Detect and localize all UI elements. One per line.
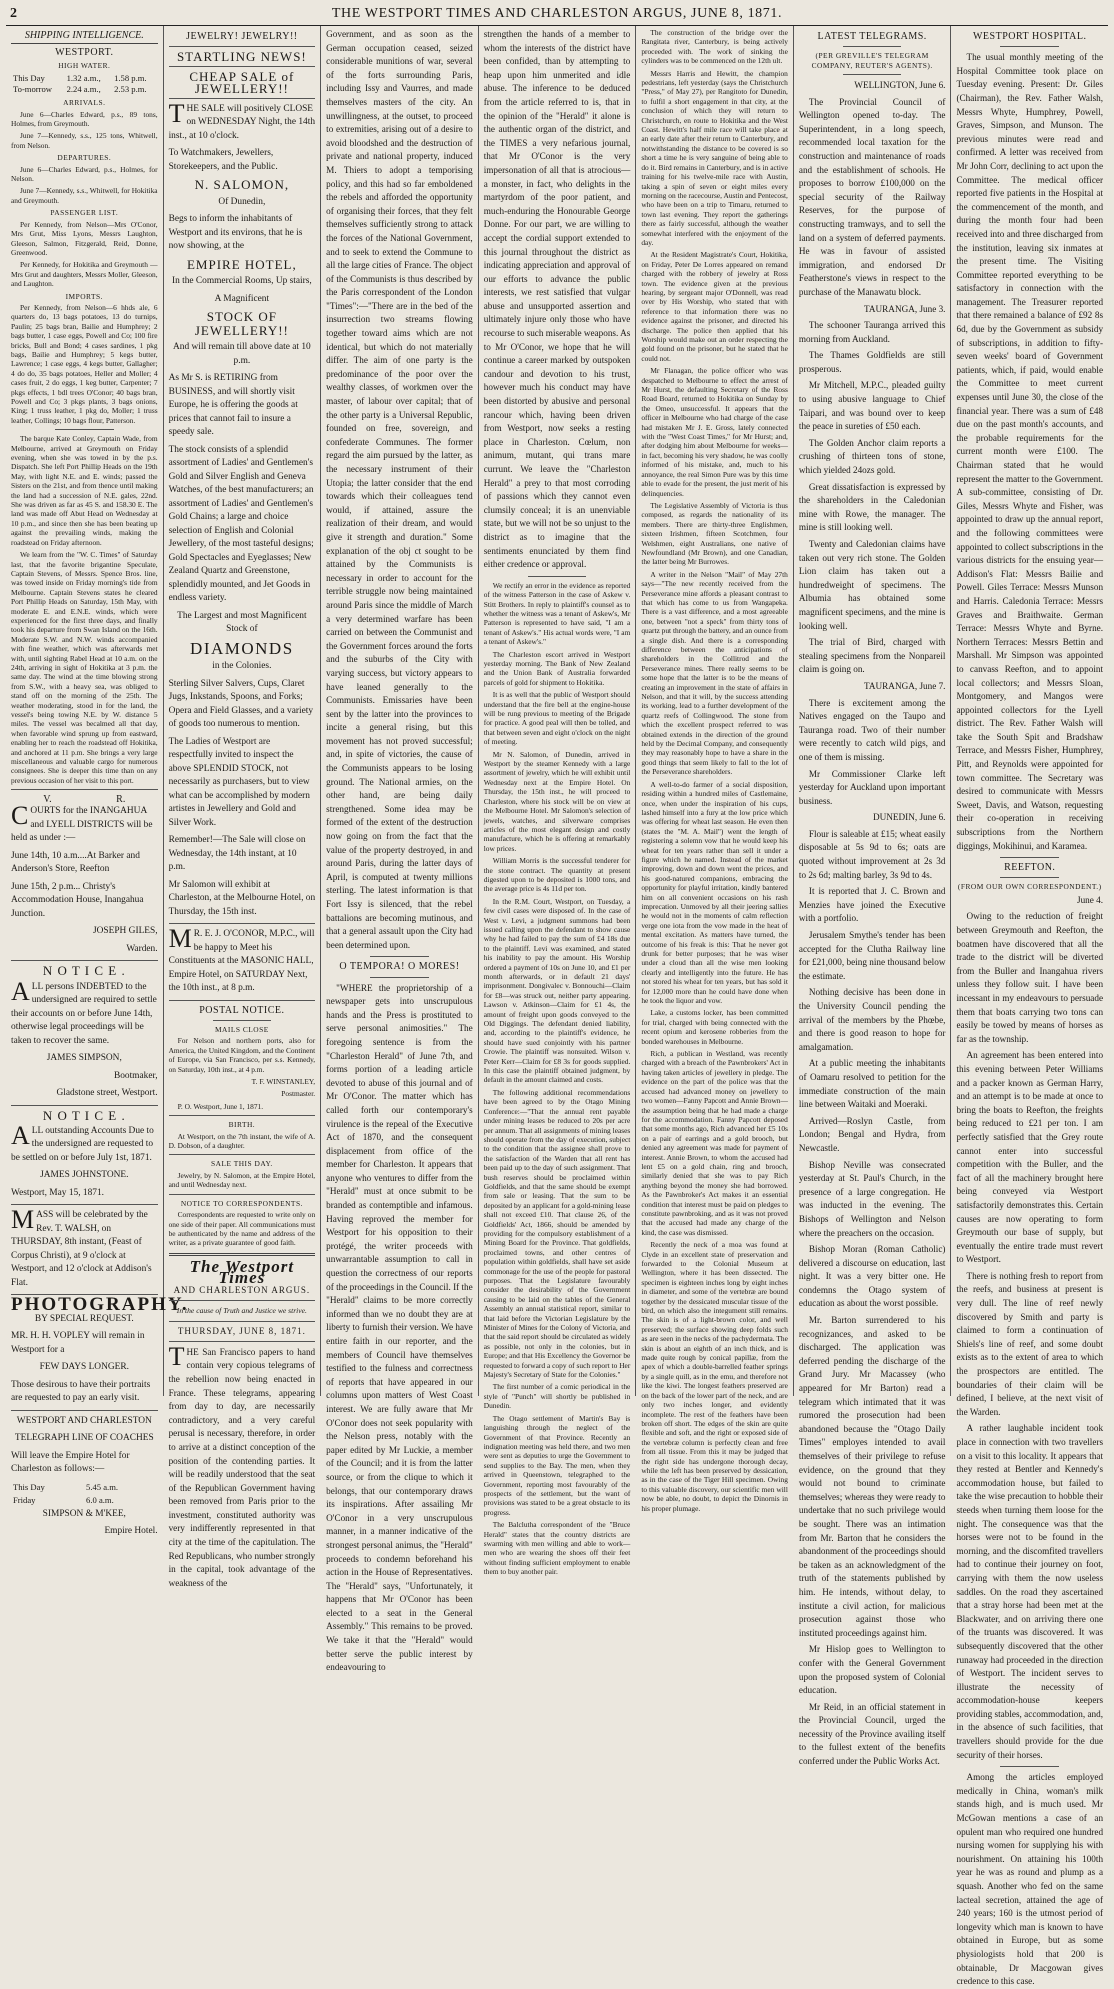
list-item: June 6—Charles Edward, p.s., Holmes, for Nelson. — [11, 164, 158, 184]
news-item: The following additional recommendations have been agreed to by the Otago Mining Conference:—"That the annual rent payable under mining leases be reduced to 20s per acre per annum. That all assignments of mining leases should operate from the day of execution, subject to the condition that the assignee shall prove to the satisfaction of the Warden that all rent has been paid up to the day of such assignment. That bush reserves should be proclaimed within Goldfields, and that the same should be exempt from sale or leasing. That the sum to be deposited by an applicant for a gold-mining lease shall not exceed £10. That clause 26, of the Goldfields' Act, 1866, should be amended by providing for the compulsory establishment of a Mining Board for the Province. That goldfields, proclaimed towns, and other centres of population within goldfields, shall have set aside commonage for the use of the people for pastoral purposes. That the Legislature favourably consider the desirability of the Government causing to be laid on the tables of the General Assembly an annual statistical report, similar to that laid before the Victorian Legislature by the Minister of Mines for the Colony of Victoria, and that the said report should be circulated as widely as possible, not only in the colonies, but in Europe; and that His Excellency the Governor be requested to forward a copy of such report to Her Majesty's Secretary of State for the Colonies." — [483, 1087, 631, 1380]
news-item: A writer in the Nelson "Mail" of May 27th says—"The new recently received from the Perseverance mine affords a pleasant contrast to that which has come to us from Wangapeka. There is a vast difference, and a most agreeable one, between "not a speck" from thirty tons of quartz put through the battery, and an ounce from a single dish. And there is a corresponding difference between the anticipations of shareholders in the Collitrod and the Perseverance mines. There really seems to be some hope that the latter is to be the means of creating an improvement in the state of affairs in Nelson, and that it will, by the success attending its working, lead to a further development of the quartz reefs of Collingwood. The stone from which the excellent prospect referred to was obtained extends in the direction of the ground held by the Decimal Company, and consequently they may reasonably hope to have a share in the good things that seem likely to fall to the lot of the Perseverance shareholders. — [641, 569, 788, 777]
column-2: JEWELRY! JEWELRY!! STARTLING NEWS! CHEAP SALE of JEWELLERY!! THE SALE will positively CLOSE on WEDNESDAY Night, the 14th inst., at 10 o'clock. To Watchmakers, Jewellers, Storekeepers, and the Public. N. SALOMON, Of Dunedin, Begs to inform the inhabitants of Westport and its environs, that he is now showing, at the EMPIRE HOTEL, In the Commercial Rooms, Up stairs, A Magnificent STOCK OF JEWELLERY!! And will remain till above date at 10 p.m. As Mr S. is RETIRING from BUSINESS, and will shortly visit Europe, he is offering the goods at prices that cannot fail to insure a speedy sale. The stock consists of a splendid assortment of Ladies' and Gentlemen's Gold and Silver English and Geneva Watches, of the best manufacturers; an assortment of Ladies' and Gentlemen's Gold Chains; a large and choice selection of English and Colonial Jewellery, of the most tasteful designs; Gold Spectacles and Eyeglasses; New Zealand Quartz and Greenstone, splendidly mounted, and Jet Goods in endless variety. The Largest and most Magnificent Stock of DIAMONDS in the Colonies. Sterling Silver Salvers, Cups, Claret Jugs, Inkstands, Spoons, and Forks; Opera and Field Glasses, and a variety of goods too numerous to mention. The Ladies of Westport are respectfully invited to inspect the above SPLENDID STOCK, not necessarily as purchasers, but to view what can be accomplished by modern artistes in Jewellery and Gold and Silver Work. Remember!—The Sale will close on Wednesday, the 14th instant, at 10 p.m. Mr Salomon will exhibit at Charleston, at the Melbourne Hotel, on Thursday, the 15th inst. MR. E. J. O'CONOR, M.P.C., will be happy to Meet his Constituents at the MASONIC HALL, Empire Hotel, on SATURDAY Next, the 10th inst., at 8 p.m. POSTAL NOTICE. MAILS CLOSE For Nelson and northern ports, also for America, the United Kingdom, and the Continent of Europe, via San Francisco, per s.s. Kennedy, on Saturday, 10th inst., at 4 p.m. T. F. WINSTANLEY, Postmaster. P. O. Westport, June 1, 1871. BIRTH. At Westport, on the 7th instant, the wife of A. D. Dobson, of a daughter. SALE THIS DAY. Jewelry, by N. Salomon, at the Empire Hotel, and until Wednesday next. NOTICE TO CORRESPONDENTS. Correspondents are requested to write only on one side of their paper. All communications must be authenticated by the name and address of the writer, as a private guarantee of good faith. The Westport Times AND CHARLESTON ARGUS. In the cause of Truth and Justice we strive. THURSDAY, JUNE 8, 1871. THE San Francisco papers to hand contain very copious telegrams of the rebellion now being enacted in France. These telegrams, appearing from day to day, are necessarily contradictory, and a very careful perusal is necessary, therefore, in order to arrive at a distinct conception of the position of the contending parties. It will be readily understood that the seat of the Republican Government having been removed from Paris prior to the investment, constituted authority was very indifferently represented in that city at the time of the capitulation. The Red Republicans, who number strongly in the capital, took advantage of the weakness of the — [164, 26, 322, 1396]
masthead-title: THE WESTPORT TIMES AND CHARLESTON ARGUS, JUNE 8, 1871. — [331, 6, 783, 21]
news-item: It is as well that the public of Westport should understand that the fire bell at the engine-house will be rung previous to meeting of the Brigade for practice. A good peal will then be tolled, and that between seven and eight o'clock on the night of meeting. — [483, 690, 631, 747]
correspondents-notice: Correspondents are requested to write only on one side of their paper. All communications must be authenticated by the name and address of the writer, as a private guarantee of good faith. — [168, 1210, 316, 1248]
notice-heading: N O T I C E . — [42, 1107, 126, 1123]
sale-heading: SALE THIS DAY. — [211, 1159, 273, 1169]
telegrams-source: (PER GREVILLE'S TELEGRAM COMPANY, REUTER'S AGENTS). — [811, 51, 933, 70]
cheap-sale-heading: CHEAP SALE of JEWELLERY!! — [189, 69, 295, 96]
telegram-item: Jerusalem Smythe's tender has been accepted for the Clutha Railway line for £21,000, being nine thousand below the estimate. — [798, 930, 946, 981]
editorial: Government, and as soon as the German occupation ceased, seized considerable munitions of war, several of the forts surrounding Paris, including Issy and Vaurres, and made themselves masters of the city. An unwillingness, at the outset, to proceed to extremities, arising out of a desire to avoid bloodshed and the destruction of private and national property, induced M. Thiers to adopt a temporising policy, and this had so far emboldened the rebels and afforded the opportunity of organising their forces, that they felt themselves sufficiently strong to attack the forces of the National Government, and to seek to extend the Commune to all the large cities of France. The object of the Communists is thus described by the Paris correspondent of the London "Times":—"There are in the bed of the insurrection two streams flowing together toward aims which are not identical, but which do not materially differ. The aim of one party is the predominance of the poor over the wealthy classes, of workmen over the master, of labour over capital; that of the other party is a Universal Republic, founded on free, sovereign, and confederate Communes. The former regard the aim pursued by the latter, as the necessary instrument of their Utopia; the latter consider that the end towards which their colleagues tend would, if attained, assure the realization of their dream, and would give it strength and duration." Some explanation of the obj ct sought to be attained by the Communists is necessary in order to account for the terrible struggle now being maintained around Paris since the middle of March a very determined warfare has been carried on between the Communist and the Government forces around the forts and the suburbs of the City with varying success, but victory appears to have leaned generally to the Communists. Emissaries have been sent by the latter into the provinces to incite a general rising, but this movement has not proved successful; and, in spite of victories, the cause of the Communists appears to be losing ground. The National armies, on the other hand, are being daily strengthened. Some idea may be formed of the extent of the destruction now going on from the fact that the value of the property destroyed, in and around Paris, during the latter days of April, is computed at twenty millions sterling. The latest information is that Fort Issy is silenced, that the rebel battalions are becoming mutinous, and that a general assault upon the City had been determined upon. — [326, 29, 473, 950]
masthead — [6, 6, 1108, 26]
hospital-report: The usual monthly meeting of the Hospital Committee took place on Tuesday evening. Present: Dr. Giles (Chairman), the Rev. Father Walsh, Messrs Whyte, Humphrey, Powell, Graves, Simpson, and Munson. The previous minutes were read and confirmed. A letter was received from Mr John Corr, declining to act upon the Committee. The medical officer reported five patients in the Hospital at the commencement of the month, and during the month four had been received into and three discharged from the institution, leaving six inmates at the present time. The Visiting Committee reported everything to be satisfactory in connection with the management. The Treasurer reported that there remained a balance of £92 8s 6d, due by the Government as subsidy of subscriptions, in addition to fifty-seven weeks' board of Government patients, which, if paid, would enable the Committee to meet current expenses until June 30, the close of the financial year. There was a sum of £48 due on the past month's accounts, and the probable requirements for the current month were £100. The Chairman stated that he would represent the matter to the Government. A sub-committee, consisting of Dr. Giles, Messrs Whyte and Fisher, was appointed to draw up the annual report, and the following committees were appointed to collect subscriptions in the various districts for the ensuing year—Addison's Flat: Messrs Bailie and Powell. Giles Terrace: Messrs Munson and Harris. Caledonia Terrace: Messrs Graves and Braithwaite. German Terrace: Messrs Whyte and Byrne. Northern Terraces: Messrs Bettin and Marshall. Mr Simpson was appointed to canvass Reefton, and to appoint local collectors; and Messrs Sloan, Montgomery, and Mangos were appointed collectors for the Lyell district. The Rev. Father Walsh will take the South Spit and Bradshaw Terrace, and Messrs Fisher, Humphrey, Pitt, and Reynolds were appointed for town committee. The Secretary was desired to communicate with Messrs Sweet, Davis, and Watson, requesting their co-operation in receiving subscriptions from the Northern diggings, Mokihinui, and Karamea. — [956, 52, 1104, 851]
postal-heading: POSTAL NOTICE. — [199, 1004, 285, 1016]
passenger-list: Per Kennedy, for Hokitika and Greymouth —Mrs Grut and daughters, Messrs Moller, Gleeson, and Laughton. — [11, 260, 158, 289]
postal-notice: For Nelson and northern ports, also for America, the United Kingdom, and the Continent of Europe, via San Francisco, per s.s. Kennedy, on Saturday, 10th inst., at 4 p.m. — [168, 1036, 316, 1074]
column-4 — [479, 26, 637, 1577]
telegram-item: Bishop Moran (Roman Catholic) delivered a discourse on education, last night. It was a very bitter one. He condemns the Otago system of education as about the worst possible. — [798, 1244, 946, 1309]
column-3 — [321, 26, 479, 1673]
column-7 — [951, 26, 1108, 1987]
shipping-heading: SHIPPING INTELLIGENCE. — [11, 30, 158, 44]
notice-advertisement: ALL outstanding Accounts Due to the undersigned are requested to be settled on or before July 1st, 1871. JAMES JOHNSTONE. Westport, May 15, 1871. — [11, 1120, 154, 1198]
telegram-item: Mr Reid, in an official statement in the Provincial Council, urged the necessity of the Province availing itself to the fullest extent of the benefits conferred under the Public Works Act. — [798, 1701, 946, 1767]
editorial: THE San Francisco papers to hand contain very copious telegrams of the rebellion now being enacted in France. These telegrams, appearing from day to day, are necessarily contradictory, and a very careful perusal is necessary, therefore, in order to arrive at a distinct conception of the position of the contending parties. It will be readily understood that the seat of the Republican Government having been removed from Paris prior to the investment, constituted authority was very indifferently represented in that city at the time of the capitulation. The Red Republicans, who number strongly in the capital, took advantage of the weakness of the — [168, 1341, 316, 1588]
news-item: In the R.M. Court, Westport, on Tuesday, a few civil cases were disposed of. In the case of West v. Levi, a judgment summons had been issued calling upon the defendant to show cause why he had failed to pay the sum of £4 18s due to the plaintiff. Levi was examined, and stated his inability to pay the amount. His Worship ordered a payment of 10s on June 10, and £1 per month afterwards, or in default 21 days' imprisonment. Dongivalec v. Bonnouchi—Claim for £8—was struck out, neither party appearing. Lawson v. Atkinson—Claim for £1 4s, the amount of freight upon goods conveyed to the Old Diggings. The defendant denied liability, and, according to the plaintiff's evidence, he should have sued conjointly with his partner Crowie. The plaintiff was nonsuited. Wilson v. Peter Kerr—Claim for £8 3s for goods supplied. In this case the plaintiff obtained judgment, by default in the amount claimed and costs. — [483, 896, 631, 1085]
telegram-item: The Provincial Council of Wellington opened to-day. The Superintendent, in a long speech, recommended local taxation for the construction and maintenance of roads and the establishment of schools. He proposes to borrow £100,000 on the special security of the Railway Reserves, for the purpose of constructing tramways, and to sell the land on a system of deferred payments. He was in favour of assisted immigration, and endorsed Dr Featherstone's views in respect to the purchase of the Manawatu block. — [798, 96, 946, 297]
telegram-item: The trial of Bird, charged with stealing specimens from the Nonpareil claim is going on. — [798, 637, 946, 675]
imports-list: Per Kennedy, from Nelson—6 hhds ale, 6 quarters do, 13 bags potatoes, 13 do turnips, Paulin; 25 bags bran, Bailie and Humphrey; 2 bags butter, 1 case eggs, Powell and Co; 100 fire bricks, Bull and Bond; 4 cases sardines, 1 pkg bags, Bailie and Humphrey; 5 kegs butter, Lawrence; 1 case eggs, 4 kegs butter, Gallagher; 4 do do, 35 bags potatoes, Heller and Moller; 4 cases fruit, 2 do eggs, 1 keg butter, Carpenter; 7 pkgs effects, 1 bdl trees O'Conor; 40 bags bran, Powell and Co; 3 pkgs plants, 3 bags onions, King; 1 truss leather, 1 pkg do, Moller; 1 truss leather, Collings; 10 bags flour, Patterson. — [11, 302, 158, 425]
arrivals-heading: ARRIVALS. — [63, 98, 106, 108]
news-item: The Charleston escort arrived in Westport yesterday morning. The Bank of New Zealand and the Union Bank of Australia forwarded parcels of gold for shipment to Hokitika. — [483, 649, 631, 687]
paper-date: THURSDAY, JUNE 8, 1871. — [177, 1325, 306, 1336]
telegram-item: Bishop Neville was consecrated yesterday at St. Paul's Church, in the presence of a large congregation. He was inducted in the evening. The Bishops of Wellington and Nelson where the preachers on the occasion. — [798, 1159, 946, 1238]
list-item: June 7—Kennedy, s.s., Whitwell, for Hokitika and Greymouth. — [11, 186, 158, 205]
high-water-heading: HIGH WATER. — [58, 61, 111, 71]
telegram-item: Mr Commissioner Clarke left yesterday for Auckland upon important business. — [798, 768, 946, 806]
telegram-item: There is excitement among the Natives engaged on the Taupo and Tauranga road. Two of their number were recently to catch wild pigs, and one of them is missing. — [798, 697, 946, 762]
telegram-item: Great dissatisfaction is expressed by the shareholders in the Caledonian mine with Rowe, the manager. The mine is still looking well. — [798, 481, 946, 533]
telegram-item: Mr. Barton surrendered to his recognizances, and asked to be discharged. The application was deferred pending the discharge of the Grand Jury. Mr Macassey (who appeared for Mr Barton) read a telegram which intimated that it was rumored the prosecution had been abandoned because the "Otago Daily Times" employes intended to avail themselves of their privilege to refuse evidence, on the ground that they would not bound to criminate themselves; whereas they were ready to undertake that no such privilege would be sought. There was an intimation from Mr. Barton that he considers the abandonment of the proceedings should be taken as an acknowledgment of the truth of the statements published by him. He intends, without delay, to institute a civil action, for malicious prosecution against those who instituted proceedings against him. — [798, 1315, 946, 1638]
news-item: Lake, a customs locker, has been committed for trial, charged with being connected with the recent opium and kerosene robberies from the bonded warehouses in Melbourne. — [641, 1008, 788, 1046]
hospital-heading: WESTPORT HOSPITAL. — [972, 31, 1087, 42]
photography-heading: PHOTOGRAPHY. — [11, 1294, 189, 1316]
tempora-heading: O TEMPORA! O MORES! — [339, 961, 460, 973]
columns — [6, 26, 1108, 1987]
reefton-heading: REEFTON. — [1004, 862, 1056, 874]
coach-timetable — [11, 1481, 158, 1508]
passenger-list: Per Kennedy, from Nelson—Mrs O'Conor, Mrs Grut, Miss Lyons, Messrs Laughton, Gleeson, Salmon, Fitzgerald, Reid, Donne, Greenwood. — [11, 219, 158, 257]
news-item: Among the articles employed medically in China, woman's milk stands high, and is much used. Mr McGowan mentions a case of an opulent man who required one hundred nursing women for supplying his with nourishment. On attaining his 100th year he was as round and plump as a squash. Another who fed on the same lacteal secretion, attained the age of 240 years; 160 is the utmost period of longevity which man is known to have obtained in Europe, but as some physiologists hold that 200 is obtainable, Dr Macgowan gives credence to this case. — [956, 1772, 1104, 1987]
table-row: Friday 6.0 a.m. — [13, 1495, 114, 1506]
telegram-item: Flour is saleable at £15; wheat easily disposable at 5s 9d to 6s; oats are quoted without improvement at 2s 3d to 2s 6d; malting barley, 3s 9d to 4s. — [798, 828, 946, 880]
paper-motto: In the cause of Truth and Justice we strive. — [176, 1306, 307, 1316]
telegrams — [799, 79, 946, 1769]
correspondent-label: (FROM OUR OWN CORRESPONDENT.) — [957, 882, 1102, 892]
news-item: A well-to-do farmer of a social disposition, residing within a hundred miles of Castlemaine, once, when under the inspiration of his cups, lashed himself into a fury at the low price which was offering for wheat last season. He even then (states the "M. A. Mail") went the length of registering a solemn vow that he would keep his wheat for ten years rather than sell it under a figure which he named. Instead of the market improving, down and down went the prices, and his good-natured companions, embracing the opportunity for playful irritation, kindly bantered him on all convenient occasions on his rash imprecation. Unmoved by all their jeering sallies he would not in the moments of calm reflection verge one iota from the vow made in the heat of mental excitation. As matters have turned, the outcome of his freak is this: That he never got drunk for better purposes; that he was wiser under a cloud than all the wise men looking clearly and intelligently into the future. He has not stored his wheat for ten years, but has sold it for 12,000 more than he could have done when he took the liquor and vow. — [641, 779, 788, 1006]
passenger-heading: PASSENGER LIST. — [50, 208, 119, 218]
mass-advertisement: MASS will be celebrated by the Rev. T. WALSH, on THURSDAY, 8th instant, (Feast of Corpus Christi), at 9 o'clock at Westport, and 12 o'clock at Addison's Flat. — [11, 1205, 152, 1288]
telegram-item: Mr Mitchell, M.P.C., pleaded guilty to using abusive language to Chief Taipari, and was bound over to keep the peace in sureties of £50 each. — [798, 380, 946, 432]
telegrams-heading: LATEST TELEGRAMS. — [817, 31, 927, 42]
sale-notice: Jewelry, by N. Salomon, at the Empire Hotel, and until Wednesday next. — [168, 1170, 316, 1190]
news-items — [641, 28, 788, 1513]
dateline: WELLINGTON, June 6. — [854, 80, 946, 91]
paper-subtitle: AND CHARLESTON ARGUS. — [173, 1285, 311, 1296]
column-6 — [794, 26, 952, 1767]
jewelry-heading: JEWELRY! JEWELRY!! — [186, 31, 298, 42]
news-item: Rich, a publican in Westland, was recently charged with a breach of the Pawnbrokers' Act in having taken articles of jewellery in pledge. The evidence on the part of the police was that the accused had advanced money on jewellery to two women—Fanny Papcott and Annie Brown—the assumption being that he had made a charge for the accommodation. Fanny Papcott deposed that some months ago, Rich advanced her £5 10s on a pair of earrings and a gold brooch, but denied any agreement was made for payment of interest. Annie Brown, to whom the accused had lent £5 on a gold chain, ring and brooch, similarly denied that she was to pay Rich anything beyond the money she had borrowed. As the Pawnbroker's Act makes it an essential condition that interest must be paid on pledges to constitute pawnbroking, and as it was not proved that the accused had made any charge of the kind, the case was dismissed. — [641, 1049, 788, 1237]
news-item: The construction of the bridge over the Rangitata river, Canterbury, is being actively proceeded with. The work of sinking the cylinders was to be commenced on the 12th ult. — [641, 28, 788, 66]
telegram-item: Mr Hislop goes to Wellington to confer with the General Government upon the proposed system of Colonial education. — [798, 1644, 946, 1696]
courts-advertisement: COURTS for the INANGAHUA and LYELL DISTRICTS will be held as under :— June 14th, 10 a.m....At Barker and Anderson's Store, Reefton June 15th, 2 p.m... Christy's Accommodation House, Inangahua Junction. JOSEPH GILES, Warden. — [11, 801, 158, 954]
news-item: The Balclutha correspondent of the "Bruce Herald" states that the country districts are swarming with men willing and able to work—men who are wearing the shoes off their feet without finding sufficient employment to enable them to buy another pair. — [483, 1520, 631, 1577]
telegram-item: It is reported that J. C. Brown and Menzies have joined the Executive with a portfolio. — [798, 886, 946, 924]
list-item: June 7—Kennedy, s.s., 125 tons, Whitwell, from Nelson. — [11, 131, 158, 150]
table-row: This Day 5.45 a.m. — [13, 1481, 119, 1492]
notice-advertisement: ALL persons INDEBTED to the undersigned are required to settle their accounts on or before June 14th, otherwise legal proceedings will be taken to recover the same. JAMES SIMPSON, Bootmaker, Gladstone street, Westport. — [11, 976, 158, 1099]
column-1 — [6, 26, 189, 1537]
imports-heading: IMPORTS. — [65, 291, 104, 301]
editorial: "WHERE the proprietorship of a newspaper gets into unscrupulous hands and the Press is prostituted to serve personal animosities." The foregoing sentence is from the "Charleston Herald" of June 7th, and forms portion of a leading article devoted to abuse of this journal and of Mr O'Conor. The matter which has called forth our contemporary's virulence is the repeal of the Executive Act of 1870, and the consequent displacement from office of the member for Charleston. It appears that anyone who ventures to differ from the "Herald" must at once submit to be branded as contemptible and infamous. Having reproved the member for Westport for his opposition to their protégé, the writer proceeds with unwarrantable assumption to call in question the correctness of our reports of the proceedings in the Council. If the "Herald" claims to be more correctly informed than we no doubt they are at liberty to furnish their version. We have entire faith in our reporter, and the members of Council have themselves testified to the fulness and correctness of reports that have appeared in our columns upon matters of West Coast interest. We are fully aware that Mr O'Conor does not seek popularity with the Nelson press, notably with the paper edited by Mr Luckie, a member of the Council; and it is from the latter source, or from the clique to which it belongs, that our contemporary draws its inspirations. After assailing Mr O'Conor in a very unscrupulous manner, in a manner indicative of the strongest personal animus, the "Herald" proceeds to condemn beforehand his action in the House of Representatives. The "Herald" says, "Unfortunately, it happens that Mr O'Conor has been elected to a seat in the General Assembly." This remains to be proved. We take it that the "Herald" would better serve the public interest by endeavouring to — [326, 982, 473, 1673]
shipping-report: The barque Kate Conley, Captain Wade, from Melbourne, arrived at Greymouth on Friday evening, when she was towed in by the p.s. Dispatch. She left Port Phillip Heads on the 19th May, with light N.E. and E. winds; passed the Sisters on the 21st, and from thence until making the land had a succession of N.E. gales, 22nd. She was driven as far as 45 S. and 158.30 E. The land was made off Abut Head on Wednesday at 10 p.m., and since then she has been beating up against the prevailing winds, making the roadstead on Friday afternoon. — [11, 434, 158, 547]
dateline: TAURANGA, June 7. — [864, 680, 946, 691]
news-item: The Otago settlement of Martin's Bay is languishing through the neglect of the Government of that Province. Recently an indignation meeting was held there, and two men were sent as deputies to urge the Government to send supplies to the Bay. The men, when they arrived in Queenstown, telegraphed to the Government, reporting most favourably of the prospects of the settlement, but the want of provisions was stated to be a great obstacle to its progress. — [483, 1413, 631, 1517]
telegram-item: Arrived—Roslyn Castle, from London; Bengal and Hydra, from Newcastle. — [798, 1115, 946, 1153]
shipping-report: We learn from the "W. C. Times" of Saturday last, that the favorite brigantine Speculate, Captain Stevens, of Messrs. Spence Bros. line, was towed inside on Friday morning's tide from Melbourne. Captain Stevens states he cleared Port Phillip Heads on Saturday, 15th May, with moderate E. and E.N.E. winds, which were experienced for the first three days, and finally took his departure from Swan Island on the 16th. Moderate S.W. and N.W. winds accompanied with fine weather, which was afterwards met with, until sighting Rabel Head at 10 a.m. on the 24th, arriving in sight of Hokitika at 3 p.m. the same day. The wind at the time blowing strong from S.W., with a heavy sea, was obliged to stand off on the morning of the 25th. The weather moderating, stood in for the land, the vessel's being towing N.E. by W. distance 5 miles. The vessel was becalmed all that day, when favorable wind sprung up from eastward, enabling her to reach the roadstead off Hokitika, and anchored at 11 p.m. She brings a very large miscellaneous and valuable cargo for numerous consignees. She is deeper this time than on any previous occasion of her visit to this port. — [11, 550, 158, 785]
news-item: Mr Flanagan, the police officer who was despatched to Melbourne to effect the arrest of Mr Hurst, the defaulting Secretary of the Ross Road Board, returned to Hokitika on Sunday by the Omeo, unsuccessful. It appears that the officer in Melbourne who had charge of the case had mistaken Mr J. E. Gross, lately connected with the "West Coast Times," for Mr Hurst; and, after dodging him about Melbourne for weeks—in fact, becoming his very shadow, he was coolly informed of his mistake, and, much to his annoyance, the real Simon Pure was by this time able to evade for the present, the just merit of his delinquencies. — [641, 366, 788, 498]
birth-heading: BIRTH. — [228, 1120, 256, 1130]
news-item: At the Resident Magistrate's Court, Hokitika, on Friday, Peter De Lorres appeared on remand charged with the robbery of jewelry at Ross town. The evidence given at the previous hearing, by sergeant major O'Donnell, was read over by His Worship, who stated that with reference to that information there was no evidence against the prisoner, and directed his discharge. The police then applied that his Worship would make out an order respecting the gold found on the prisoner, but he stated that he could not. — [641, 250, 788, 363]
dateline: DUNEDIN, June 6. — [873, 812, 946, 823]
telegram-item: Twenty and Caledonian claims have taken out very rich stone. The Golden Lion claim has taken out a hundredweight of specimens. The Albumia has obtained some magnificent specimens, and the mine is looking well. — [798, 539, 946, 631]
column-5 — [636, 26, 794, 1513]
table-row: This Day 1.32 a.m., 1.58 p.m. — [13, 72, 147, 83]
list-item: June 6—Charles Edward, p.s., 89 tons, Holmes, from Greymouth. — [11, 109, 158, 129]
news-item: Messrs Harris and Hewitt, the champion pedestrians, left yesterday (says the Christchurch "Press," of May 27), per Rangitoto for Dunedin, to fulfil a short engagement in that city, at the conclusion of which they will return to Christchurch, en route to Hokitika and the West Coast. Hewitt's half mile race will take place at an early date after their return to Canterbury, and notwithstanding the distance to be covered is so short a time he is very sanguine of being able to do it. Bird remains in Canterbury, and is in active training for his twelve-mile race with Austin, taking a spin of seven or eight miles every morning on the racecourse, Austin and Pentecost, who have been on a trip to Timaru, returned to town last evening. They report the gatherings there as fairly successful, although the weather somewhat interfered with the enjoyment of the day. — [641, 68, 788, 247]
correspondents-heading: NOTICE TO CORRESPONDENTS. — [180, 1198, 303, 1208]
paper-title: The Westport Times — [189, 1256, 295, 1287]
news-item: Recently the neck of a moa was found at Clyde in an excellent state of preservation and forwarded to the Colonial Museum at Wellington, where it has been dissected. The specimen is eighteen inches long by eight inches in diameter, and some of the vertebræ are bound together by the dessicated muscular tissue of the bird, on which also the integument still remains. The skin is of a light-brown color, and well preserved; the surface showing deep folds such as are seen in the necks of the pachydermata. The skin is about an eighth of an inch thick, and is made quite rough by conical papillæ, from the apex of which a double-barrelled feather springs by a single quill, as in the emu, and therefore not like the kiwi. The longest feathers preserved are on the back of the lower part of the neck, and are only two inches longer, and evidently incomplete. The rest of the feathers have been broken off short. The edges of the skin are quite flexible and soft, and the right or exposed side of the vertebræ column is perfectly clean and free from all tissue. From this it may be judged that the right side has undergone thorough decay, while the left has been preserved by dessication, as in the case of the Tiger Hill specimen. Owing to this valuable discovery, our scientific men will now be able, no doubt, to depict the Dinornis in his proper plumage. — [641, 1240, 788, 1513]
news-item: We rectify an error in the evidence as reported of the witness Patterson in the case of Askew v. Stitt Brothers. In reply to plaintiff's counsel as to whether the witness was a tenant of Askew's, Mr Patterson is represented to have said, "I am a tenant of Askew's." His actual words were, "I am a tenant of Askew's." — [483, 580, 631, 647]
dateline: June 4. — [1077, 894, 1104, 905]
editorial: strengthen the hands of a member to whom the interests of the district have been confided, than by attempting to heap upon him unmerited and idle abuse. The inference to be deduced from the article referred to is, that in the opinion of the "Herald" it alone is the authentic organ of the district, and the TIMES a very nefarious journal, that Mr O'Conor is the very impersonation of all that is atrocious—a monster, in fact, who delights in the martyrdom of the poor patient, and much-enduring the Honourable George Donne. For our part, we are willing to accept the cordial support extended to this journal throughout the district as indicating appreciation and approval of our efforts to advance the public interests, we rest satisfied that vulgar abuse and unsupported assertion and ultimately injure only those who have recourse to such miserable weapons. As to Mr O'Conor, we hope that he will continue a career marked by outspoken candour and devotion to his trust, however much his conduct may have been distorted by abusive and personal rancour which, having been driven from Westport, now seeks a resting place in Charleston. Cœlum, non animum, mutant, qui trans mare currunt. We leave the "Charleston Herald" a prey to that most corroding of passions which they cannot even clumsily conceal; it is an unenviable state, but we will not be so unjust to the district as to imagine that the sentiments enunciated by them find either credence or approval. — [483, 29, 631, 570]
jewelry-advertisement: THE SALE will positively CLOSE on WEDNESDAY Night, the 14th inst., at 10 o'clock. To Watchmakers, Jewellers, Storekeepers, and the Public. N. SALOMON, Of Dunedin, Begs to inform the inhabitants of Westport and its environs, that he is now showing, at the EMPIRE HOTEL, In the Commercial Rooms, Up stairs, A Magnificent STOCK OF JEWELLERY!! And will remain till above date at 10 p.m. As Mr S. is RETIRING from BUSINESS, and will shortly visit Europe, he is offering the goods at prices that cannot fail to insure a speedy sale. The stock consists of a splendid assortment of Ladies' and Gentlemen's Gold and Silver English and Geneva Watches, of the best manufacturers; an assortment of Ladies' and Gentlemen's Gold Chains; a large and choice selection of English and Colonial Jewellery, of the most tasteful designs; Gold Spectacles and Eyeglasses; New Zealand Quartz and Greenstone, splendidly mounted, and Jet Goods in endless variety. The Largest and most Magnificent Stock of DIAMONDS in the Colonies. Sterling Silver Salvers, Cups, Claret Jugs, Inkstands, Spoons, and Forks; Opera and Field Glasses, and a variety of goods too numerous to mention. The Ladies of Westport are respectfully invited to inspect the above SPLENDID STOCK, not necessarily as purchasers, but to view what can be accomplished by modern artistes in Jewellery and Gold and Silver Work. Remember!—The Sale will close on Wednesday, the 14th instant, at 10 p.m. Mr Salomon will exhibit at Charleston, at the Melbourne Hotel, on Thursday, the 15th inst. — [168, 98, 316, 917]
notice-heading: N O T I C E . — [42, 963, 126, 979]
startling-heading: STARTLING NEWS! — [176, 49, 307, 65]
telegram-item: The schooner Tauranga arrived this morning from Auckland. — [798, 320, 946, 344]
dateline: TAURANGA, June 3. — [864, 303, 946, 314]
telegram-item: Nothing decisive has been done in the University Council pending the arrival of the members by the Phœbe, and there is good reason to hope for amalgamation. — [798, 987, 946, 1052]
news-item: William Morris is the successful tenderer for the stone contract. The quantity at present digested upon to be deposited is 1000 tons, and the average price is 4s 11d per ton. — [483, 856, 631, 894]
telegram-item: At a public meeting the inhabitants of Oamaru resolved to petition for the immediate construction of the main line between Waitaki and Moeraki. — [798, 1058, 946, 1110]
royal-cipher: V. R. — [43, 794, 126, 806]
telegram-item: The Thames Goldfields are still prosperous. — [798, 350, 946, 374]
reefton-report: June 4. Owing to the reduction of freight between Greymouth and Reefton, the boatmen have discovered that all the trade to the district will be diverted from the Buller and Inangahua rivers unless they follow suit. I have been incessant in my endeavours to persuade them that boats carrying two tons can easily be towed by means of horses as far as the township. An agreement has been entered into this evening between Peter Williams and a packer known as German Harry, and an attempt is to be made at once to bring the boats to Reefton, the freights being reduced to £21 per ton. I am perfectly satisfied that the Grey route cannot enter into successful competition with the Buller, and the fact of all the machinery brought here being conveyed via Westport satisfactorily demonstrates this. Certain causes are now operating to form Greymouth our base of supply, but eventually the entire trade must revert to Westport. There is nothing fresh to report from the reefs, and business at present is very dull. The line of reef newly discovered by Smith and party is claimed to form a continuation of Shiels's line of reef, and some doubt exists as to the extent of area to which the prospectors are entitled. The boundaries of their claim will be defined, I believe, at the next visit of the Warden. A rather laughable incident took place in connection with two travellers on a visit to this locality. It appears that they rested at Bentler and Kennedy's accommodation house, but failed to take the wise precaution to hobble their steeds when turning them loose for the night. The consequence was that the horses were not to be found in the morning, and the discomfited travellers had to continue their journey on foot, carrying with them the now useless saddles. On the road they ascertained that a stray horse had been met at the Blackwater, and on arriving there one of the truants was discovered. It was subsequently discovered that the other runaway had proceeded in the direction of Westport. The incident serves to illustrate the necessity of accommodation-house keepers providing stables, accommodation, and, in the absence of such facilities, that travellers should provide for the due security of their horses. — [956, 894, 1104, 1760]
photography-advertisement: BY SPECIAL REQUEST. MR. H. H. VOPLEY will remain in Westport for a FEW DAYS LONGER. Those desirous to have their portraits are requested to pay an early visit. — [11, 1313, 151, 1404]
page-number: 2 — [10, 6, 17, 21]
news-item: The Legislative Assembly of Victoria is thus composed, as regards the nationality of its members. There are thirty-three Englishmen, sixteen Irishmen, fifteen Scotchmen, four Welshmen, eight Australians, one native of Newfoundland (Mr Brown), and one Canadian, the latter being Mr Burrowes. — [641, 500, 788, 567]
telegram-item: The Golden Anchor claim reports a crushing of thirteen tons of stone, which yielded 24ozs gold. — [798, 437, 946, 476]
high-water-table — [11, 73, 158, 95]
news-item: The first number of a comic periodical in the style of "Punch" will shortly be published in Dunedin. — [483, 1382, 631, 1411]
news-items — [484, 581, 631, 1577]
port-heading: WESTPORT. — [55, 47, 114, 59]
birth-notice: At Westport, on the 7th instant, the wife of A. D. Dobson, of a daughter. — [168, 1131, 316, 1151]
oconor-advertisement: MR. E. J. O'CONOR, M.P.C., will be happy to Meet his Constituents at the MASONIC HALL, Empire Hotel, on SATURDAY Next, the 10th inst., at 8 p.m. — [168, 924, 315, 994]
news-item: Mr N. Salomon, of Dunedin, arrived in Westport by the steamer Kennedy with a large assortment of jewelry, which he will exhibit until Wednesday next at the Empire Hotel. On Thursday, the 15th inst., he will proceed to Charleston, where his stock will be on view at the Melbourne Hotel. Mr Salomon's selection of jewels, watches, and silverware comprises articles of the most elegant design and costly manufacture, which he is offering at remarkably low prices. — [483, 749, 631, 853]
coach-advertisement: WESTPORT AND CHARLESTON TELEGRAPH LINE OF COACHES Will leave the Empire Hotel for Charleston as follows:— This Day 5.45 a.m. Friday 6.0 a.m. SIMPSON & M'KEE, Empire Hotel. — [11, 1415, 158, 1537]
departures-heading: DEPARTURES. — [57, 153, 112, 163]
table-row: To-morrow 2.24 a.m., 2.53 p.m. — [13, 84, 147, 95]
